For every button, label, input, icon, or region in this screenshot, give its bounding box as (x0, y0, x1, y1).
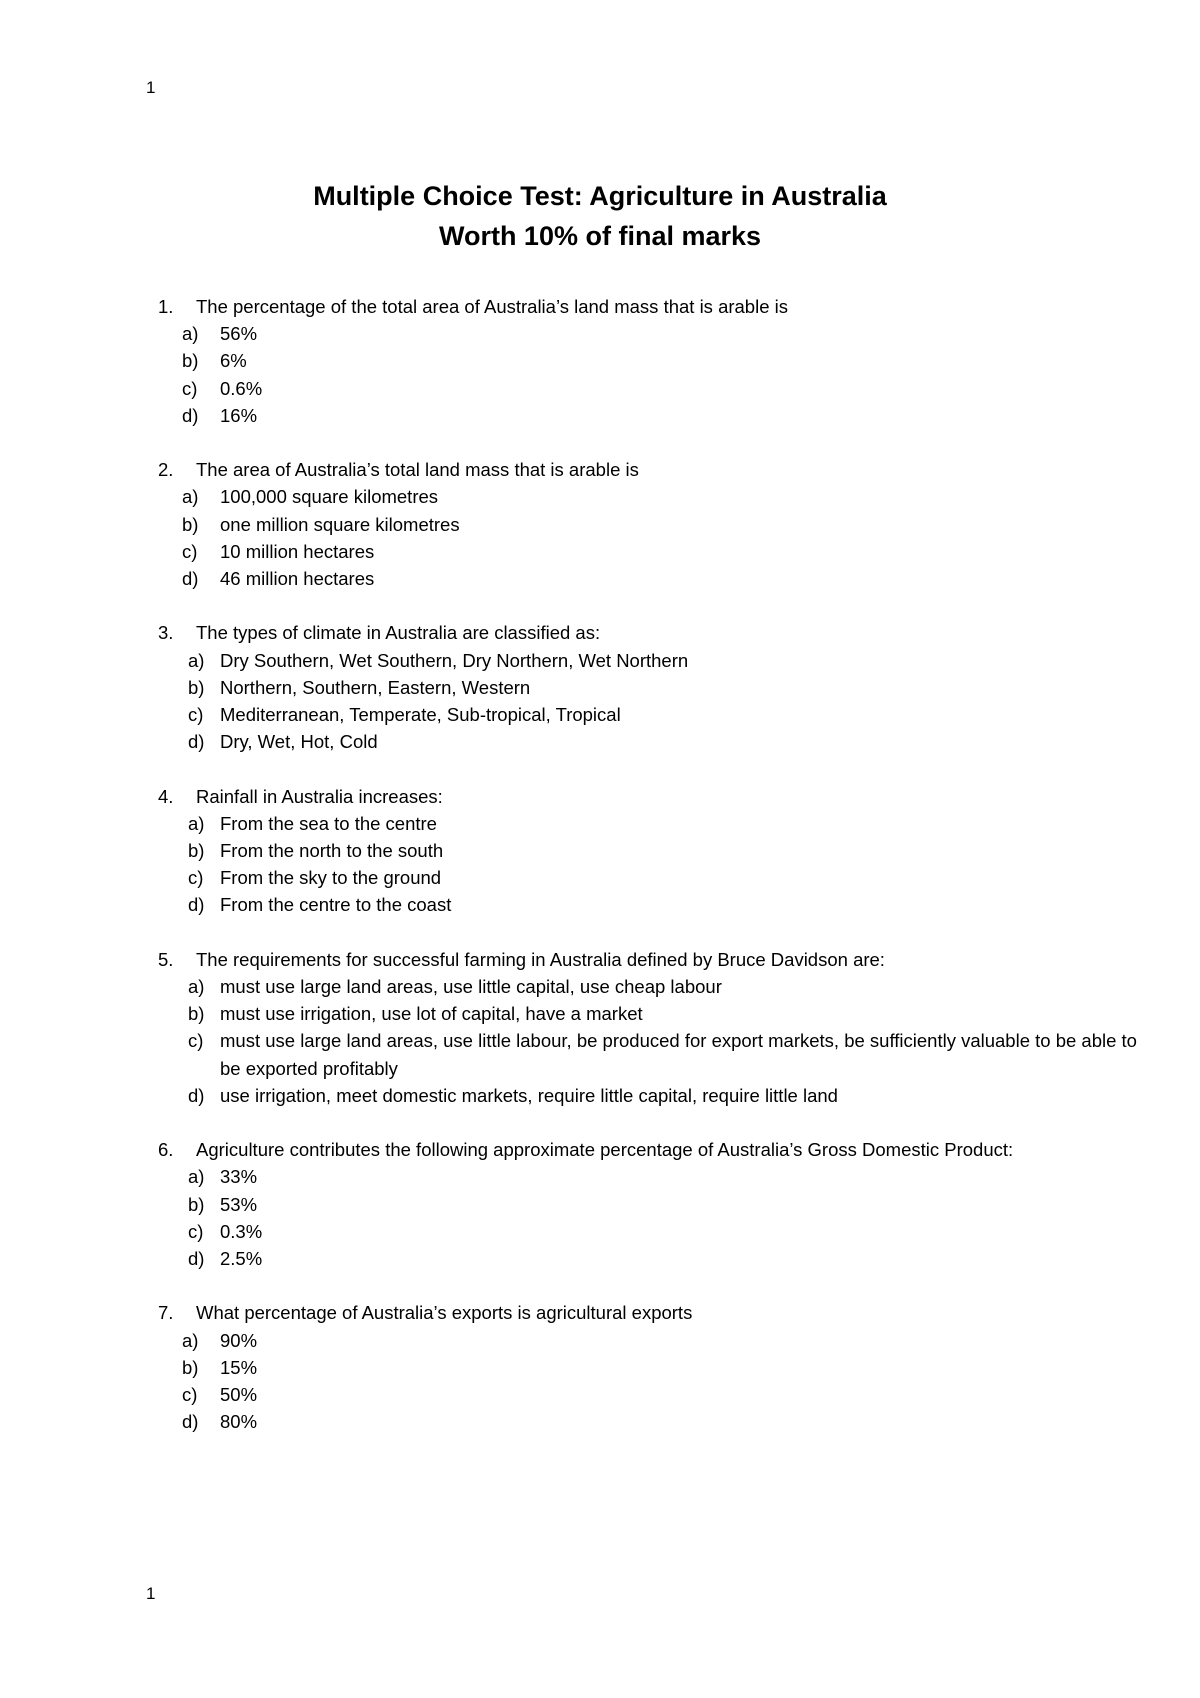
option-b (158, 347, 1148, 374)
option-c (158, 1027, 1148, 1081)
option-list (158, 1327, 1148, 1436)
option-b (158, 1000, 1148, 1027)
option-text: Northern, Southern, Eastern, Western (220, 676, 531, 698)
option-text: 15% (220, 1356, 258, 1378)
question-number: 2. (158, 459, 174, 481)
document-title (0, 176, 1200, 256)
option-list (158, 647, 1148, 756)
option-d (158, 565, 1148, 592)
option-letter: c) (188, 1030, 204, 1052)
option-text: must use irrigation, use lot of capital, have a market (220, 1003, 643, 1025)
title-line-1: Multiple Choice Test: Agriculture in Australia (313, 181, 887, 211)
option-b (158, 1191, 1148, 1218)
option-text: 53% (220, 1193, 258, 1215)
question-text: What percentage of Australia’s exports is agricultural exports (196, 1302, 693, 1324)
option-c (158, 1381, 1148, 1408)
option-a (158, 320, 1148, 347)
option-text: From the sky to the ground (220, 867, 442, 889)
option-a (158, 810, 1148, 837)
question-7 (158, 1299, 1148, 1435)
question-6 (158, 1136, 1148, 1272)
option-c (158, 538, 1148, 565)
option-text: From the sea to the centre (220, 812, 437, 834)
option-letter: b) (182, 513, 199, 535)
option-letter: d) (182, 1411, 199, 1433)
option-list (158, 483, 1148, 592)
option-a (158, 647, 1148, 674)
option-c (158, 375, 1148, 402)
option-text: 0.3% (220, 1220, 263, 1242)
option-letter: c) (188, 1220, 204, 1242)
question-text: The requirements for successful farming in Australia defined by Bruce Davidson are: (196, 948, 885, 970)
option-text: 80% (220, 1411, 258, 1433)
title-line-2: Worth 10% of final marks (438, 221, 762, 251)
question-3 (158, 619, 1148, 755)
option-letter: a) (188, 812, 205, 834)
option-text: Mediterranean, Temperate, Sub-tropical, Tropical (220, 704, 621, 726)
option-list (158, 973, 1148, 1109)
page-number-top: 1 (146, 78, 156, 97)
option-text: Dry, Wet, Hot, Cold (220, 731, 378, 753)
option-letter: b) (188, 676, 205, 698)
option-letter: a) (188, 1166, 205, 1188)
option-letter: a) (188, 649, 205, 671)
option-list (158, 1163, 1148, 1272)
question-number: 7. (158, 1302, 174, 1324)
option-b (158, 674, 1148, 701)
option-text: 100,000 square kilometres (220, 486, 439, 508)
page-number-bottom: 1 (146, 1584, 156, 1603)
option-letter: d) (188, 894, 205, 916)
option-text: must use large land areas, use little capital, use cheap labour (220, 976, 722, 998)
option-letter: c) (188, 867, 204, 889)
option-letter: b) (188, 1003, 205, 1025)
option-text: 56% (220, 323, 258, 345)
question-text: The percentage of the total area of Australia’s land mass that is arable is (196, 296, 788, 317)
question-4 (158, 783, 1148, 919)
option-letter: a) (182, 486, 199, 508)
option-letter: d) (188, 1084, 205, 1106)
question-2 (158, 456, 1148, 592)
option-a (158, 973, 1148, 1000)
option-letter: a) (182, 323, 199, 345)
option-a (158, 1163, 1148, 1190)
option-text: From the centre to the coast (220, 894, 452, 916)
option-text: 2.5% (220, 1248, 263, 1270)
question-number: 6. (158, 1139, 174, 1161)
option-letter: c) (188, 704, 204, 726)
option-letter: c) (182, 1384, 198, 1406)
option-list (158, 320, 1148, 429)
question-text: Agriculture contributes the following approximate percentage of Australia’s Gross Domestic Product: (196, 1139, 1014, 1161)
option-letter: d) (182, 568, 199, 590)
option-letter: b) (188, 1193, 205, 1215)
option-a (158, 483, 1148, 510)
option-b (158, 511, 1148, 538)
option-letter: b) (182, 350, 199, 372)
option-b (158, 837, 1148, 864)
option-text: 0.6% (220, 377, 263, 399)
option-d (158, 1082, 1148, 1109)
option-letter: a) (188, 976, 205, 998)
option-text: 50% (220, 1384, 258, 1406)
option-d (158, 891, 1148, 918)
option-letter: c) (182, 540, 198, 562)
question-text: Rainfall in Australia increases: (196, 785, 443, 807)
option-letter: c) (182, 377, 198, 399)
option-a (158, 1327, 1148, 1354)
option-text: 6% (220, 350, 247, 372)
option-text: 10 million hectares (220, 540, 375, 562)
option-text: 46 million hectares (220, 568, 375, 590)
question-number: 5. (158, 948, 174, 970)
question-number: 4. (158, 785, 174, 807)
option-letter: d) (188, 731, 205, 753)
question-text: The area of Australia’s total land mass that is arable is (196, 459, 639, 481)
option-text: 33% (220, 1166, 258, 1188)
question-list (158, 293, 1148, 1463)
option-letter: d) (188, 1248, 205, 1270)
option-text: Dry Southern, Wet Southern, Dry Northern, Wet Northern (220, 649, 689, 671)
option-text: use irrigation, meet domestic markets, require little capital, require little land (220, 1084, 838, 1106)
question-5 (158, 946, 1148, 1109)
option-letter: b) (182, 1356, 199, 1378)
option-text: must use large land areas, use little labour, be produced for export markets, be sufficiently valuable to be able to be exported profitably (220, 1030, 1137, 1079)
option-text: From the north to the south (220, 840, 444, 862)
option-list (158, 810, 1148, 919)
option-text: one million square kilometres (220, 513, 460, 535)
option-text: 16% (220, 404, 258, 426)
option-c (158, 701, 1148, 728)
option-letter: b) (188, 840, 205, 862)
question-1 (158, 293, 1148, 429)
question-text: The types of climate in Australia are classified as: (196, 622, 601, 644)
question-number: 3. (158, 622, 174, 644)
option-d (158, 402, 1148, 429)
option-c (158, 1218, 1148, 1245)
option-letter: d) (182, 404, 199, 426)
question-number: 1. (158, 296, 174, 317)
option-d (158, 1245, 1148, 1272)
option-c (158, 864, 1148, 891)
option-text: 90% (220, 1329, 258, 1351)
option-letter: a) (182, 1329, 199, 1351)
option-b (158, 1354, 1148, 1381)
option-d (158, 1408, 1148, 1435)
option-d (158, 728, 1148, 755)
